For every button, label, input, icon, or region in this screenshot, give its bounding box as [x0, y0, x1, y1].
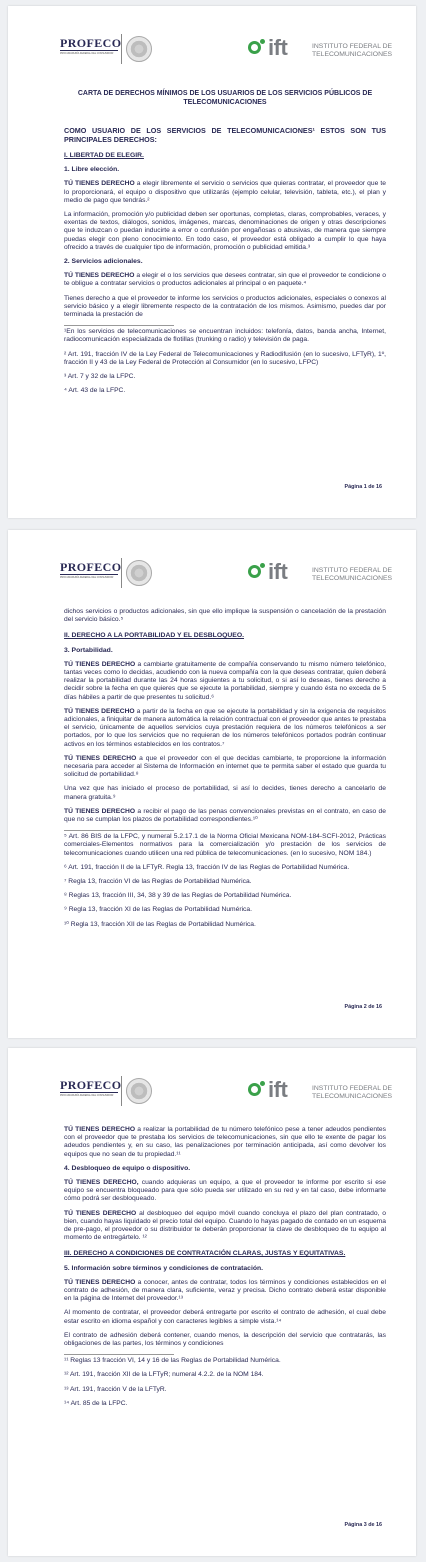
profeco-logo	[60, 561, 121, 579]
document-page-1	[8, 6, 416, 518]
footnote: ¹² Art. 191, fracción XII de la LFTyR; numeral 4.2.2. de la NOM 184.	[64, 1371, 264, 1379]
subsection-heading: 3. Portabilidad.	[64, 646, 113, 654]
profeco-logo	[60, 1079, 121, 1097]
subsection-heading: 4. Desbloqueo de equipo o dispositivo.	[64, 1164, 191, 1172]
paragraph: dichos servicios o productos adicionales, sin que ello implique la suspensión o cancelación de la prestación del servicio básico.⁵	[64, 608, 386, 624]
subsection-heading: 2. Servicios adicionales.	[64, 258, 143, 266]
page-header	[8, 6, 416, 68]
paragraph: TÚ TIENES DERECHO a elegir libremente el servicio o servicios que quieras contratar, el proveedor que te lo proporcionará, el equipo o dispositivo que utilizarás (ejemplo celular, televisión, tableta, etc.), el plan y medio de pago que tendrás.²	[64, 180, 386, 204]
footnote: ⁶ Art. 191, fracción II de la LFTyR. Regla 13, fracción IV de las Reglas de Portabilidad Numérica.	[64, 863, 350, 871]
paragraph: TÚ TIENES DERECHO a elegir el o los servicios que desees contratar, sin que el proveedor te condicione o te obligue a contratar servicios o productos adicionales al principal o en paquete.⁴	[64, 272, 386, 288]
profeco-subtitle: PROCURADURÍA FEDERAL DEL CONSUMIDOR	[60, 576, 114, 579]
footnote: ¹En los servicios de telecomunicaciones se encuentran incluidos: telefonía, datos, banda ancha, Internet, radiocomunicación especializada de flotillas (trunking o radio) y televisión de paga.	[64, 328, 386, 344]
paragraph: TÚ TIENES DERECHO a realizar la portabilidad de tu número telefónico pese a tener adeudos pendientes con el proveedor que te prestaba los servicios de telecomunicaciones, sin que ello te exente de pagar los adeudos pendientes y, en su caso, las penalizaciones por terminación anticipada, así como devolver los equipos que no sean de tu propiedad.¹¹	[64, 1126, 386, 1158]
footnote: ⁵ Art. 86 BIS de la LFPC, y numeral 5.2.17.1 de la Norma Oficial Mexicana NOM-184-SCFI-2012, Prácticas comerciales-Elementos normativos para la comercialización y/o prestación de los servicios de telecomunicaciones cuando utilicen una red pública de telecomunicaciones. (en lo sucesivo, NOM 184.)	[64, 833, 386, 857]
ift-institute-name: INSTITUTO FEDERAL DE TELECOMUNICACIONES	[312, 1085, 393, 1100]
page-body	[64, 84, 386, 401]
section-heading: I. LIBERTAD DE ELEGIR.	[64, 152, 144, 159]
ift-ring-icon	[248, 1083, 261, 1096]
page-body	[64, 608, 386, 935]
header-divider	[121, 1076, 122, 1106]
paragraph: TÚ TIENES DERECHO a recibir el pago de las penas convencionales previstas en el contrato, en caso de que no se cumplan los plazos de portabilidad correspondientes.¹⁰	[64, 807, 386, 824]
subsection-heading: 5. Información sobre términos y condiciones de contratación.	[64, 1264, 264, 1272]
page-number: Página 3 de 16	[344, 1522, 382, 1528]
document-page-3	[8, 1048, 416, 1556]
footnote: ² Art. 191, fracción IV de la Ley Federal de Telecomunicaciones y Radiodifusión (en lo sucesivo, LFTyR), 1º, fracción II y 43 de la Ley Federal de Protección al Consumidor (en lo sucesivo, LFPC)	[64, 350, 386, 366]
ift-ring-icon	[248, 565, 261, 578]
paragraph: La información, promoción y/o publicidad deben ser oportunas, completas, claras, comprobables, veraces, y exentas de textos, diálogos, sonidos, imágenes, marcas, denominaciones de origen y otras descripciones que te induzcan o puedan inducirte a error o confusión por engañosas o abusivas, de manera que siempre puedas elegir con pleno conocimiento. En todo caso, el proveedor está obligado a cumplir lo que haya ofrecido a través de cualquier tipo de información, promoción o publicidad emitida.³	[64, 211, 386, 251]
paragraph: TÚ TIENES DERECHO a partir de la fecha en que se ejecute la portabilidad y sin la exigencia de requisitos adicionales, a finiquitar de manera automática la relación contractual con el proveedor que antes te prestaba el servicio, únicamente de aquellos servicios cuya prestación requiera de los números telefónicos a ser portados, por lo que los servicios que no requieran de los números telefónicos portados podrán continuar activos en los términos establecidos en los contratos.⁷	[64, 707, 386, 748]
ift-institute-name: INSTITUTO FEDERAL DE TELECOMUNICACIONES	[312, 43, 393, 58]
intro-heading: COMO USUARIO DE LOS SERVICIOS DE TELECOMUNICACIONES¹ ESTOS SON TUS PRINCIPALES DERECHOS:	[64, 126, 386, 144]
paragraph: Tienes derecho a que el proveedor te informe los servicios o productos adicionales, especiales o conexos al servicio básico y a elegir libremente respecto de la contratación de los mismos. Asimismo, puedes dar por terminada la prestación de	[64, 294, 386, 319]
profeco-name: PROFECO	[60, 1078, 122, 1092]
section-heading: III. DERECHO A CONDICIONES DE CONTRATACIÓN CLARAS, JUSTAS Y EQUITATIVAS.	[64, 1250, 346, 1258]
national-seal-icon	[126, 560, 152, 586]
page-number: Página 2 de 16	[344, 1004, 382, 1010]
paragraph: TÚ TIENES DERECHO, cuando adquieras un equipo, a que el proveedor te informe por escrito si ese equipo se encuentra bloqueado para que sólo pueda ser utilizado en su red y en tal caso, debe informarte cómo podrá ser desbloqueado.	[64, 1179, 386, 1203]
footnote: ¹³ Art. 191, fracción V de la LFTyR.	[64, 1385, 167, 1393]
page-header	[8, 1048, 416, 1110]
page-body	[64, 1126, 386, 1414]
document-title: CARTA DE DERECHOS MÍNIMOS DE LOS USUARIOS DE LOS SERVICIOS PÚBLICOS DE TELECOMUNICACIONES	[77, 90, 373, 106]
footnote-rule	[64, 1354, 174, 1355]
paragraph: TÚ TIENES DERECHO a que el proveedor con el que decidas cambiarte, te proporcione la información necesaria para acceder al Sistema de Información en internet que te permita saber el estado que guarda tu solicitud de portabilidad.⁸	[64, 754, 386, 779]
ift-institute-name: INSTITUTO FEDERAL DE TELECOMUNICACIONES	[312, 567, 393, 582]
footnote: ¹⁴ Art. 85 de la LFPC.	[64, 1399, 128, 1407]
profeco-name: PROFECO	[60, 560, 122, 574]
ift-logo	[248, 36, 398, 68]
ift-logo	[248, 560, 398, 592]
page-number: Página 1 de 16	[344, 484, 382, 490]
ift-wordmark: ift	[268, 1077, 288, 1102]
paragraph: TÚ TIENES DERECHO a conocer, antes de contratar, todos los términos y condiciones establecidos en el contrato de adhesión, de manera clara, suficiente, veraz y precisa. Dicho contrato deberá estar disponible en la página de Internet del proveedor.¹³	[64, 1278, 386, 1303]
ift-wordmark: ift	[268, 559, 288, 584]
ift-ring-icon	[248, 41, 261, 54]
paragraph: Al momento de contratar, el proveedor deberá entregarte por escrito el contrato de adhesión, el cual debe estar escrito en idioma español y con caracteres legibles a simple vista.¹⁴	[64, 1309, 386, 1325]
paragraph: TÚ TIENES DERECHO al desbloqueo del equipo móvil cuando concluya el plazo del plan contratado, o bien, cuando hayas liquidado el precio total del equipo. Cuando lo hayas pagado de contado en un esquema de pre-pago, el proveedor o su distribuidor te deberán proporcionar la clave de desbloqueo de tu equipo al momento de entregártelo. ¹²	[64, 1209, 386, 1242]
footnote-rule	[64, 325, 174, 326]
footnote: ⁴ Art. 43 de la LFPC.	[64, 387, 126, 395]
national-seal-icon	[126, 1078, 152, 1104]
footnote-rule	[64, 830, 174, 831]
header-divider	[121, 558, 122, 588]
national-seal-icon	[126, 36, 152, 62]
paragraph: El contrato de adhesión deberá contener, cuando menos, la descripción del servicio que contratarás, las obligaciones de las partes, los términos y condiciones	[64, 1331, 386, 1348]
document-page-2	[8, 530, 416, 1038]
profeco-subtitle: PROCURADURÍA FEDERAL DEL CONSUMIDOR	[60, 52, 114, 55]
footnote: ³ Art. 7 y 32 de la LFPC.	[64, 373, 136, 381]
page-header	[8, 530, 416, 592]
ift-wordmark: ift	[268, 35, 288, 60]
ift-logo	[248, 1078, 398, 1110]
paragraph: Una vez que has iniciado el proceso de portabilidad, si así lo decides, tienes derecho a cancelarlo de manera gratuita.⁹	[64, 785, 386, 801]
footnote: ⁹ Regla 13, fracción XI de las Reglas de Portabilidad Numérica.	[64, 906, 252, 914]
footnote: ⁷ Regla 13, fracción VI de las Reglas de Portabilidad Numérica.	[64, 878, 252, 886]
paragraph: TÚ TIENES DERECHO a cambiarte gratuitamente de compañía conservando tu mismo número telefónico, tantas veces como lo decidas, acudiendo con la nueva compañía con la que deseas contratar, quien deberá realizar la portabilidad durante las 24 horas siguientes a tu solicitud, o si así lo deseas, tienes derecho a decidir sobre la fecha en que quieres que se ejecute la portabilidad, siempre y cuando ésta no exceda de 5 días hábiles a partir de que presentes tu solicitud.⁶	[64, 660, 386, 701]
footnote: ⁸ Reglas 13, fracción III, 34, 38 y 39 de las Reglas de Portabilidad Numérica.	[64, 892, 292, 900]
profeco-logo	[60, 37, 121, 55]
profeco-subtitle: PROCURADURÍA FEDERAL DEL CONSUMIDOR	[60, 1094, 114, 1097]
section-heading: II. DERECHO A LA PORTABILIDAD Y EL DESBLOQUEO.	[64, 632, 245, 640]
subsection-heading: 1. Libre elección.	[64, 166, 120, 174]
footnote: ¹¹ Reglas 13 fracción VI, 14 y 16 de las Reglas de Portabilidad Numérica.	[64, 1357, 281, 1365]
footnote: ¹⁰ Regla 13, fracción XII de las Reglas de Portabilidad Numérica.	[64, 920, 256, 928]
header-divider	[121, 34, 122, 64]
profeco-name: PROFECO	[60, 36, 122, 50]
